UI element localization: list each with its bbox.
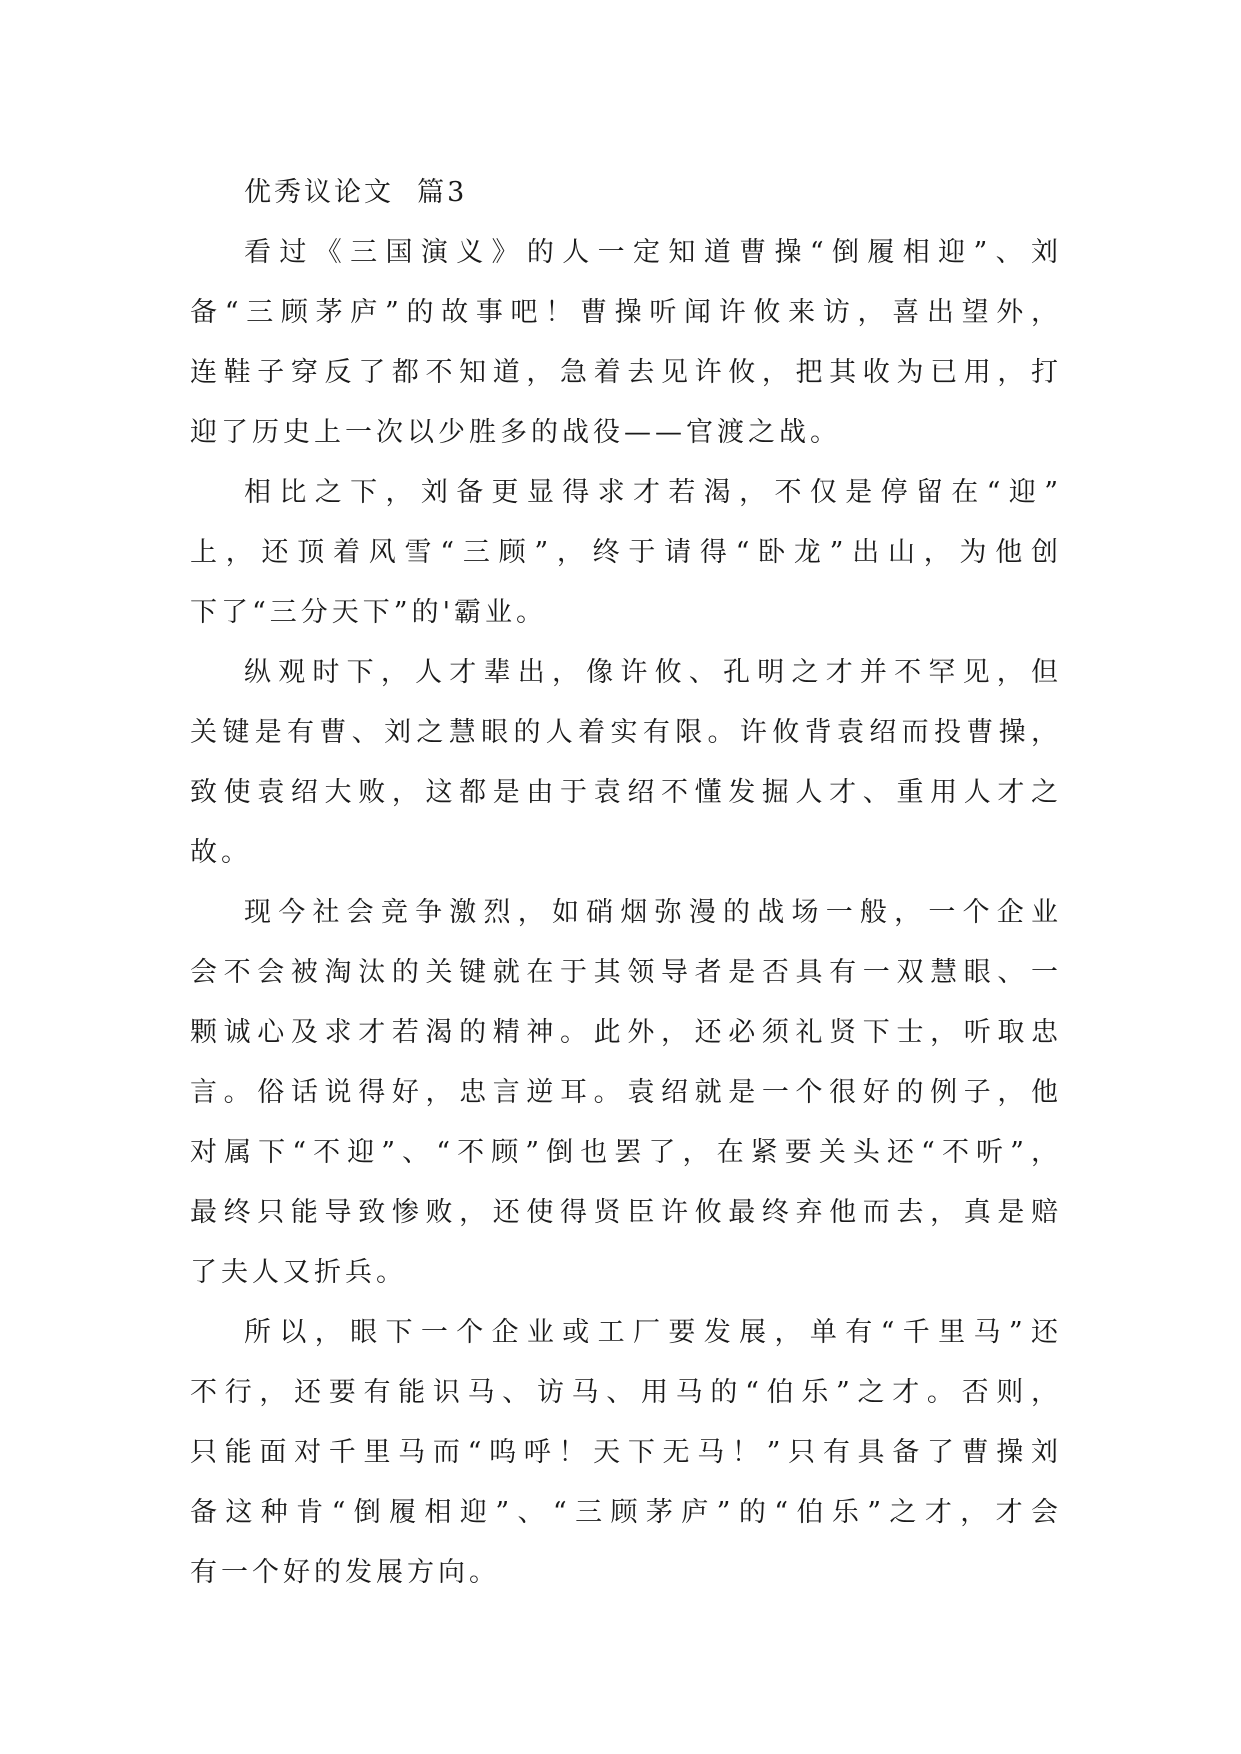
paragraph-line: 故。: [190, 837, 252, 868]
paragraph: [190, 223, 1062, 463]
paragraph-line: 迎了历史上一次以少胜多的战役——官渡之战。: [190, 417, 841, 448]
essay-heading: 优秀议论文 篇3: [244, 177, 468, 208]
paragraph-line: 会不会被淘汰的关键就在于其领导者是否具有一双慧眼、一: [190, 957, 1062, 988]
paragraph-line: 对属下“不迎”、“不顾”倒也罢了，在紧要关头还“不听”，: [190, 1137, 1062, 1168]
paragraph-line: 现今社会竞争激烈，如硝烟弥漫的战场一般，一个企业: [244, 897, 1062, 928]
paragraph-line: 关键是有曹、刘之慧眼的人着实有限。许攸背袁绍而投曹操，: [190, 717, 1062, 748]
paragraph-line: 所以，眼下一个企业或工厂要发展，单有“千里马”还: [244, 1317, 1062, 1348]
document-body: [190, 163, 1062, 1603]
paragraph-line: 颗诚心及求才若渴的精神。此外，还必须礼贤下士，听取忠: [190, 1017, 1062, 1048]
paragraph-line: 连鞋子穿反了都不知道，急着去见许攸，把其收为已用，打: [190, 357, 1062, 388]
paragraph-line: 备“三顾茅庐”的故事吧！曹操听闻许攸来访，喜出望外，: [190, 297, 1062, 328]
paragraph-line: 言。俗话说得好，忠言逆耳。袁绍就是一个很好的例子，他: [190, 1077, 1062, 1108]
paragraph-line: 最终只能导致惨败，还使得贤臣许攸最终弃他而去，真是赔: [190, 1197, 1062, 1228]
paragraph-line: 下了“三分天下”的'霸业。: [190, 597, 548, 628]
paragraph: [190, 463, 1062, 643]
paragraph-line: 不行，还要有能识马、访马、用马的“伯乐”之才。否则，: [190, 1377, 1062, 1408]
paragraph-line: 了夫人又折兵。: [190, 1257, 407, 1288]
paragraph-line: 有一个好的发展方向。: [190, 1557, 500, 1588]
paragraph-line: 备这种肯“倒履相迎”、“三顾茅庐”的“伯乐”之才，才会: [190, 1497, 1062, 1528]
paragraph: [190, 883, 1062, 1303]
paragraph-line: 上，还顶着风雪“三顾”，终于请得“卧龙”出山，为他创: [190, 537, 1062, 568]
paragraph-line: 纵观时下，人才辈出，像许攸、孔明之才并不罕见，但: [244, 657, 1062, 688]
paragraphs-container: [190, 223, 1062, 1603]
paragraph-line: 致使袁绍大败，这都是由于袁绍不懂发掘人才、重用人才之: [190, 777, 1062, 808]
paragraph-line: 看过《三国演义》的人一定知道曹操“倒履相迎”、刘: [244, 237, 1062, 268]
paragraph-line: 相比之下，刘备更显得求才若渴，不仅是停留在“迎”: [244, 477, 1062, 508]
paragraph: [190, 1303, 1062, 1603]
paragraph: [190, 643, 1062, 883]
paragraph-line: 只能面对千里马而“呜呼！天下无马！”只有具备了曹操刘: [190, 1437, 1062, 1468]
